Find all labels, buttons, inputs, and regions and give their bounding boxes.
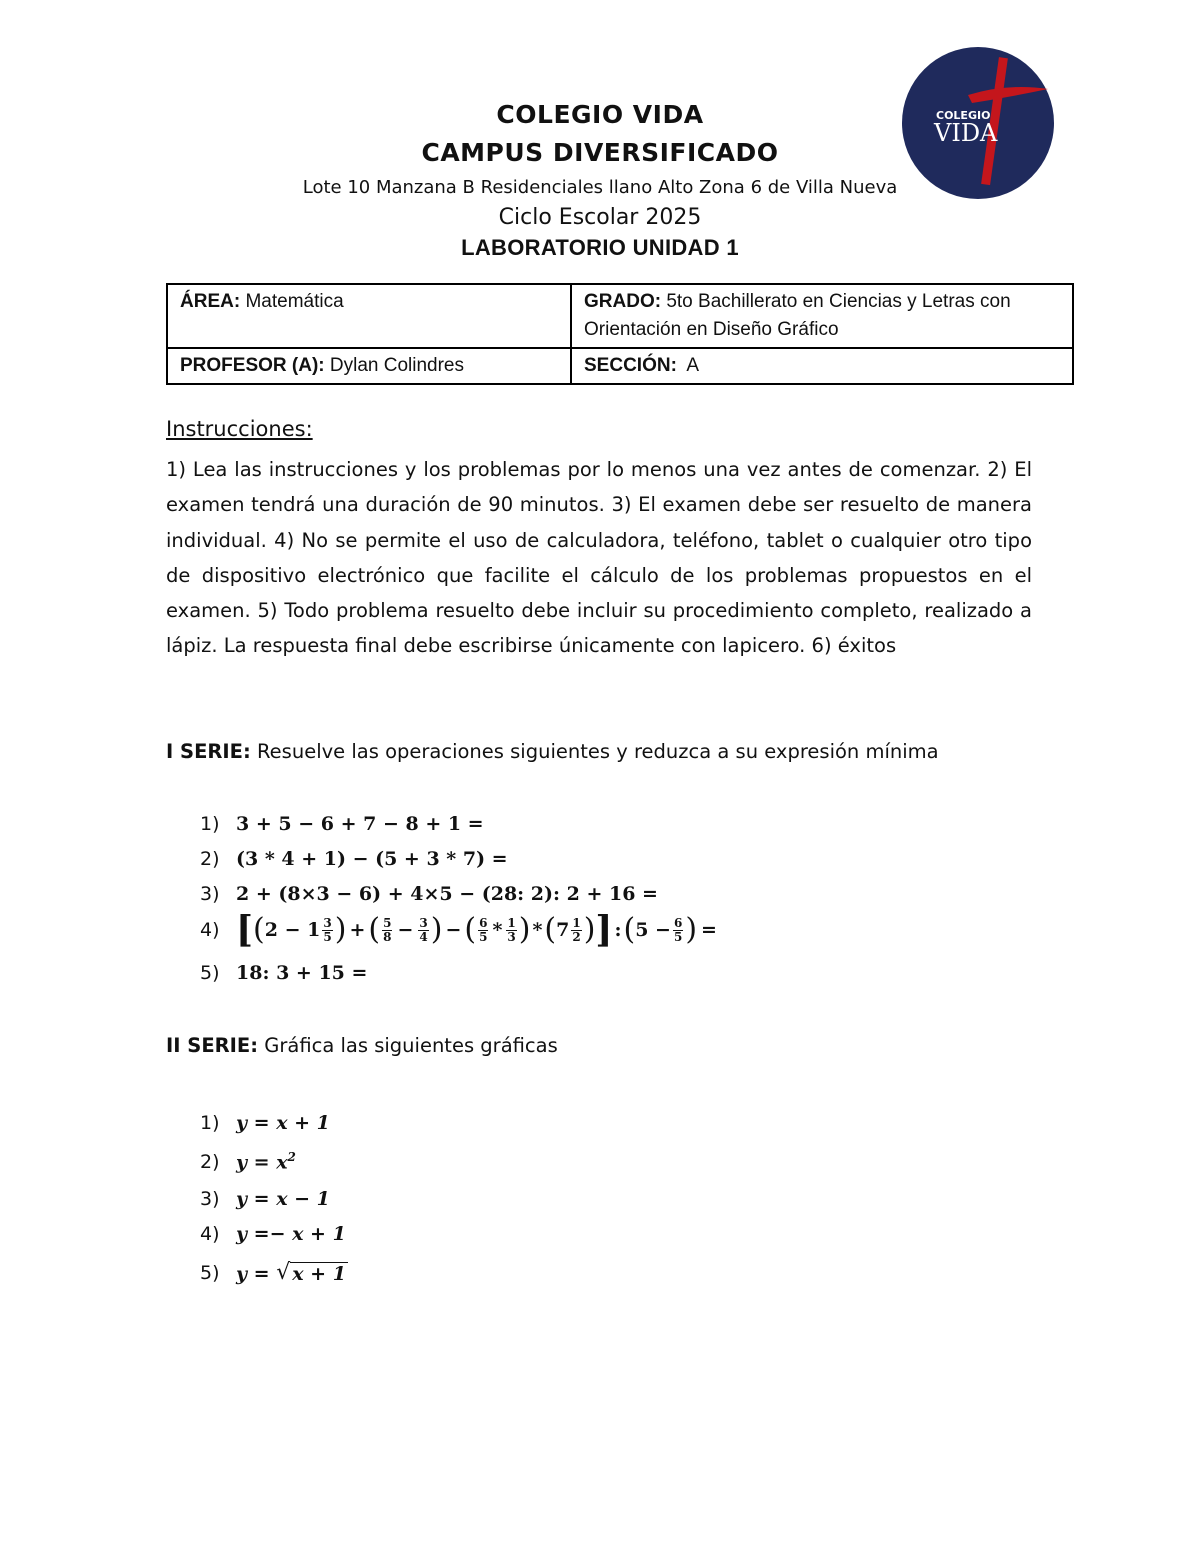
area-cell [167, 284, 571, 348]
svg-text:VIDA: VIDA [934, 119, 998, 147]
instructions-body: 1) Lea las instrucciones y los problemas por lo menos una vez antes de comenzar. 2) El examen tendrá una duración de 90 minutos. 3) El examen debe ser resuelto de manera individual. 4) No se permite el uso de calculadora, teléfono, tablet o cualquier otro tipo de dispositivo electrónico que facilite el cálculo de los problemas propuestos en el examen. 5) Todo problema resuelto debe incluir su procedimiento completo, realizado a lápiz. La respuesta final debe escribirse únicamente con lapicero. 6) éxitos [166, 458, 1032, 658]
problem-number: 2) [200, 848, 220, 870]
svg-text:COLEGIO: COLEGIO [936, 109, 991, 122]
problem-expression: y = x − 1 [236, 1188, 330, 1210]
grado-value: 5to Bachillerato en Ciencias y Letras con Orientación en Diseño Gráfico [584, 291, 1011, 340]
serie-1-problem [200, 962, 367, 984]
problem-number: 1) [200, 1112, 220, 1134]
problem-expression: 18: 3 + 15 = [236, 962, 368, 984]
area-label: ÁREA: [180, 291, 241, 312]
serie-1-text: Resuelve las operaciones siguientes y reduzca a su expresión mínima [250, 740, 939, 763]
serie-1-problem [200, 909, 717, 951]
grado-cell [571, 284, 1073, 348]
campus-name: CAMPUS DIVERSIFICADO [421, 138, 779, 167]
school-cycle: Ciclo Escolar 2025 [498, 205, 702, 230]
fraction: $\frac{6}{5}$ [673, 915, 683, 944]
lab-title: LABORATORIO UNIDAD 1 [461, 235, 739, 260]
fraction: $\frac{5}{8}$ [383, 915, 392, 944]
area-value: Matemática [240, 291, 344, 312]
instructions-title: Instrucciones: [166, 417, 313, 441]
problem-expression: (3 * 4 + 1) − (5 + 3 * 7) = [236, 848, 508, 870]
profesor-label: PROFESOR (A): [180, 355, 325, 376]
problem-number: 3) [200, 883, 220, 905]
serie-2-problem [200, 1150, 296, 1173]
fraction: $\frac{1}{3}$ [507, 915, 516, 944]
serie-2-label: II SERIE: [166, 1034, 259, 1057]
serie-2-heading [166, 1034, 558, 1057]
serie-2-problem [200, 1112, 330, 1134]
seccion-label: SECCIÓN: [584, 355, 677, 376]
problem-expression: [ ( 2 − 1 $\frac{3}{5}$ ) + ( $\frac{5}{8}$ − $\frac{3}{4}$ ) − ( $\frac{6}{5}$ * $\frac{1}{3}$ ) * ( 7 $\frac{1}{2}$ ) ] : ( 5 − $\frac{6}{5}$ ) = [236, 909, 717, 951]
problem-number: 4) [200, 1223, 220, 1245]
serie-2-problem [200, 1188, 330, 1210]
problem-number: 4) [200, 919, 220, 941]
serie-1-heading [166, 740, 939, 763]
serie-2-text: Gráfica las siguientes gráficas [258, 1034, 558, 1057]
fraction: $\frac{6}{5}$ [479, 915, 488, 944]
profesor-cell [167, 348, 571, 384]
fraction: $\frac{3}{4}$ [419, 915, 428, 944]
serie-1-problem [200, 848, 508, 870]
problem-expression: y = x + 1 [236, 1112, 330, 1134]
fraction: $\frac{3}{5}$ [323, 915, 332, 944]
school-address: Lote 10 Manzana B Residenciales llano Alto Zona 6 de Villa Nueva [302, 177, 898, 198]
info-table [166, 283, 1074, 385]
problem-expression: y =− x + 1 [236, 1223, 346, 1245]
serie-2-problem [200, 1223, 346, 1245]
grado-label: GRADO: [584, 291, 662, 312]
square-root: √ x + 1 [276, 1260, 346, 1285]
profesor-value: Dylan Colindres [324, 355, 465, 376]
problem-expression: 3 + 5 − 6 + 7 − 8 + 1 = [236, 813, 484, 835]
school-name: COLEGIO VIDA [496, 100, 704, 129]
serie-1-label: I SERIE: [166, 740, 251, 763]
problem-number: 5) [200, 1261, 220, 1284]
problem-number: 1) [200, 813, 220, 835]
problem-number: 5) [200, 962, 220, 984]
seccion-cell [571, 348, 1073, 384]
problem-expression: 2 + (8×3 − 6) + 4×5 − (28: 2): 2 + 16 = [236, 883, 658, 905]
seccion-value: A [676, 355, 700, 376]
fraction: $\frac{1}{2}$ [572, 915, 581, 944]
serie-1-problem [200, 813, 484, 835]
problem-number: 2) [200, 1150, 220, 1173]
serie-2-problem [200, 1260, 348, 1285]
problem-expression: y = √ x + 1 [236, 1260, 346, 1285]
problem-expression: $y = x^2$ [236, 1150, 296, 1174]
serie-1-problem [200, 883, 658, 905]
problem-number: 3) [200, 1188, 220, 1210]
school-logo [898, 45, 1058, 200]
